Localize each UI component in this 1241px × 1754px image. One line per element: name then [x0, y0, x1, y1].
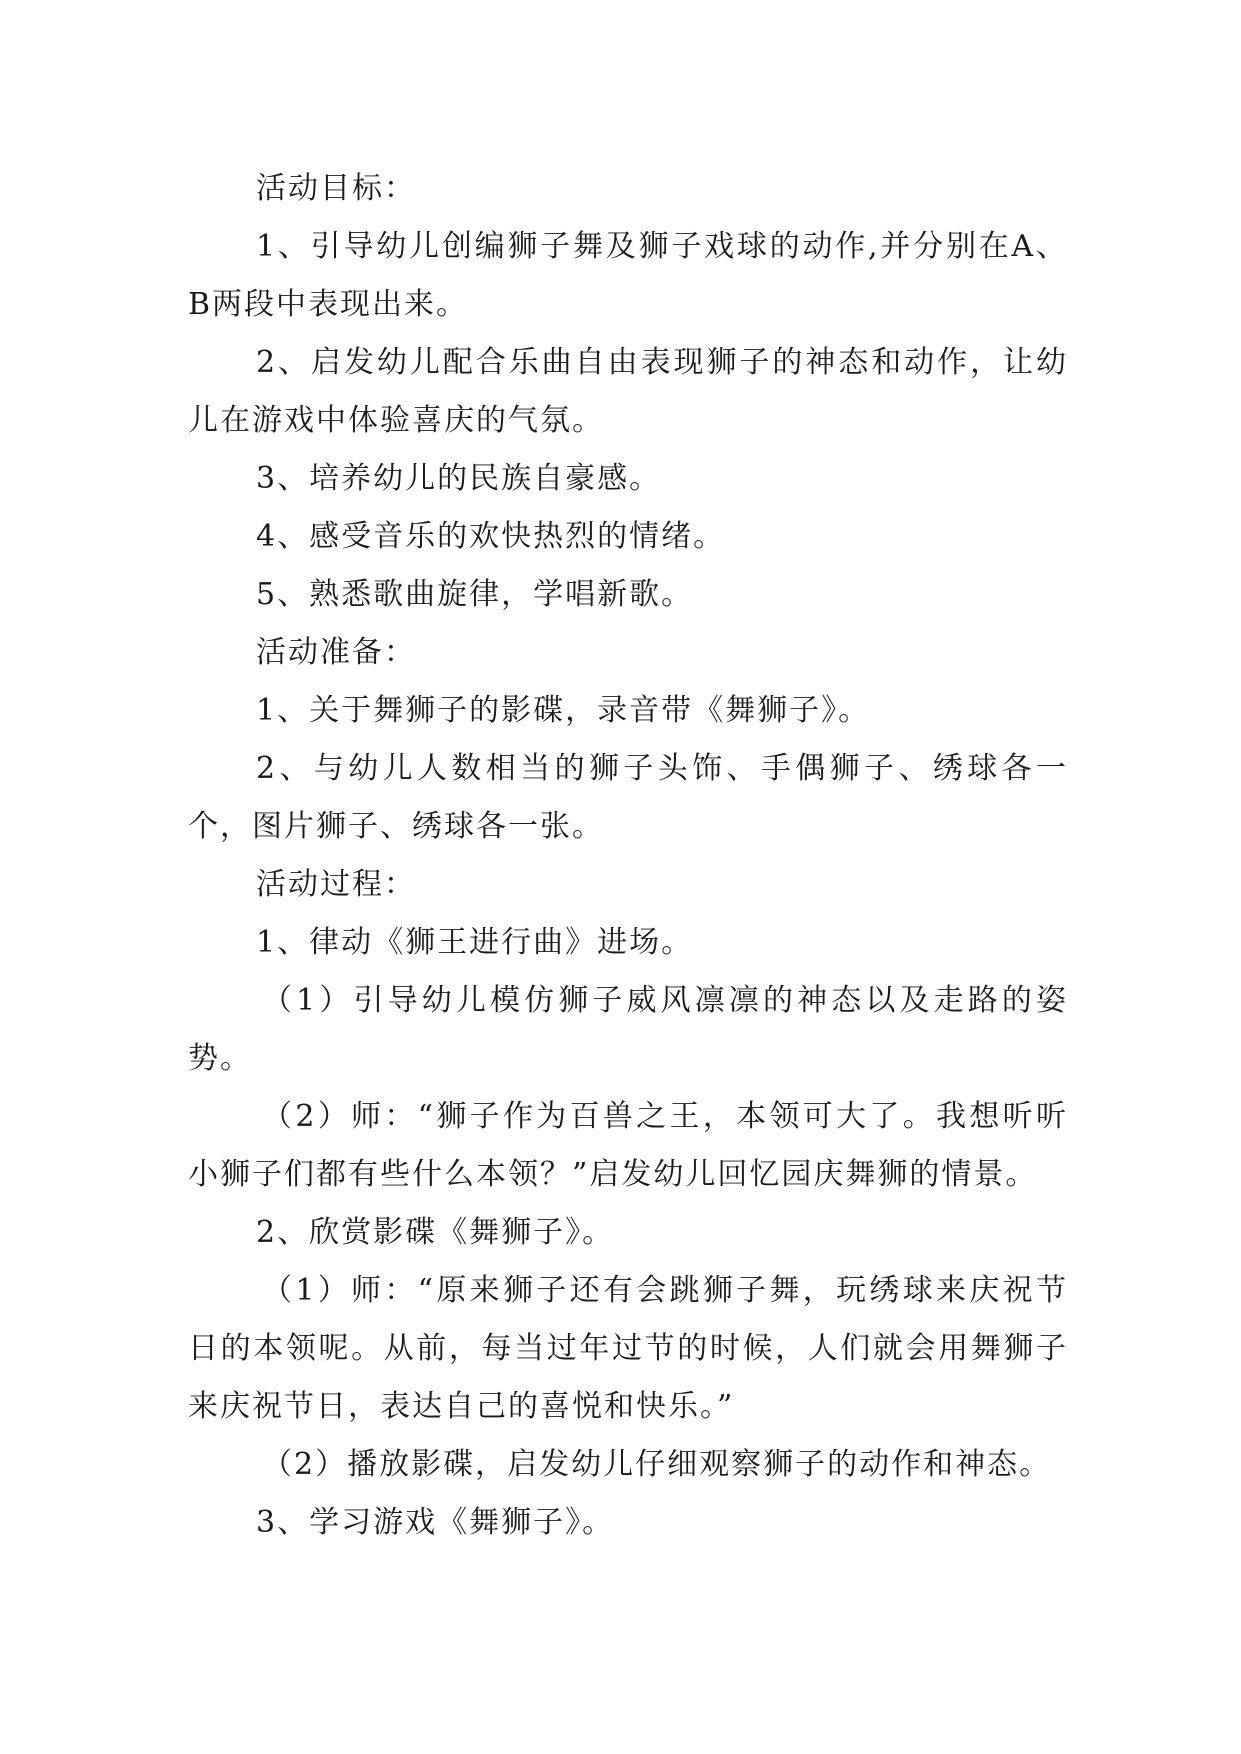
process-step: 1、律动《狮王进行曲》进场。 — [256, 925, 694, 960]
goal-item: 4、感受音乐的欢快热烈的情绪。 — [256, 519, 726, 554]
document-body — [188, 160, 1068, 1552]
process-substep: （1）师：“原来狮子还有会跳狮子舞，玩绣球来庆祝节日的本领呢。从前，每当过年过节的时候，人们就会用舞狮子来庆祝节日，表达自己的喜悦和快乐。” — [188, 1273, 1068, 1424]
process-substep: （2）播放影碟，启发幼儿仔细观察狮子的动作和神态。 — [262, 1447, 1052, 1482]
goal-item: 3、培养幼儿的民族自豪感。 — [256, 461, 662, 496]
process-step: 3、学习游戏《舞狮子》。 — [256, 1505, 615, 1540]
section-heading-preparation: 活动准备： — [256, 635, 416, 670]
process-substep: （2）师：“狮子作为百兽之王，本领可大了。我想听听小狮子们都有些什么本领？”启发幼儿回忆园庆舞狮的情景。 — [188, 1099, 1068, 1192]
process-substep: （1）引导幼儿模仿狮子威风凛凛的神态以及走路的姿势。 — [188, 983, 1068, 1076]
section-heading-process: 活动过程： — [256, 867, 416, 902]
preparation-item: 1、关于舞狮子的影碟，录音带《舞狮子》。 — [256, 693, 871, 728]
goal-item: 2、启发幼儿配合乐曲自由表现狮子的神态和动作，让幼儿在游戏中体验喜庆的气氛。 — [188, 345, 1068, 438]
goal-item: 1、引导幼儿创编狮子舞及狮子戏球的动作,并分别在A、B两段中表现出来。 — [188, 229, 1068, 322]
process-step: 2、欣赏影碟《舞狮子》。 — [256, 1215, 615, 1250]
goal-item: 5、熟悉歌曲旋律，学唱新歌。 — [256, 577, 694, 612]
preparation-item: 2、与幼儿人数相当的狮子头饰、手偶狮子、绣球各一个，图片狮子、绣球各一张。 — [188, 751, 1068, 844]
section-heading-goals: 活动目标： — [256, 171, 416, 206]
